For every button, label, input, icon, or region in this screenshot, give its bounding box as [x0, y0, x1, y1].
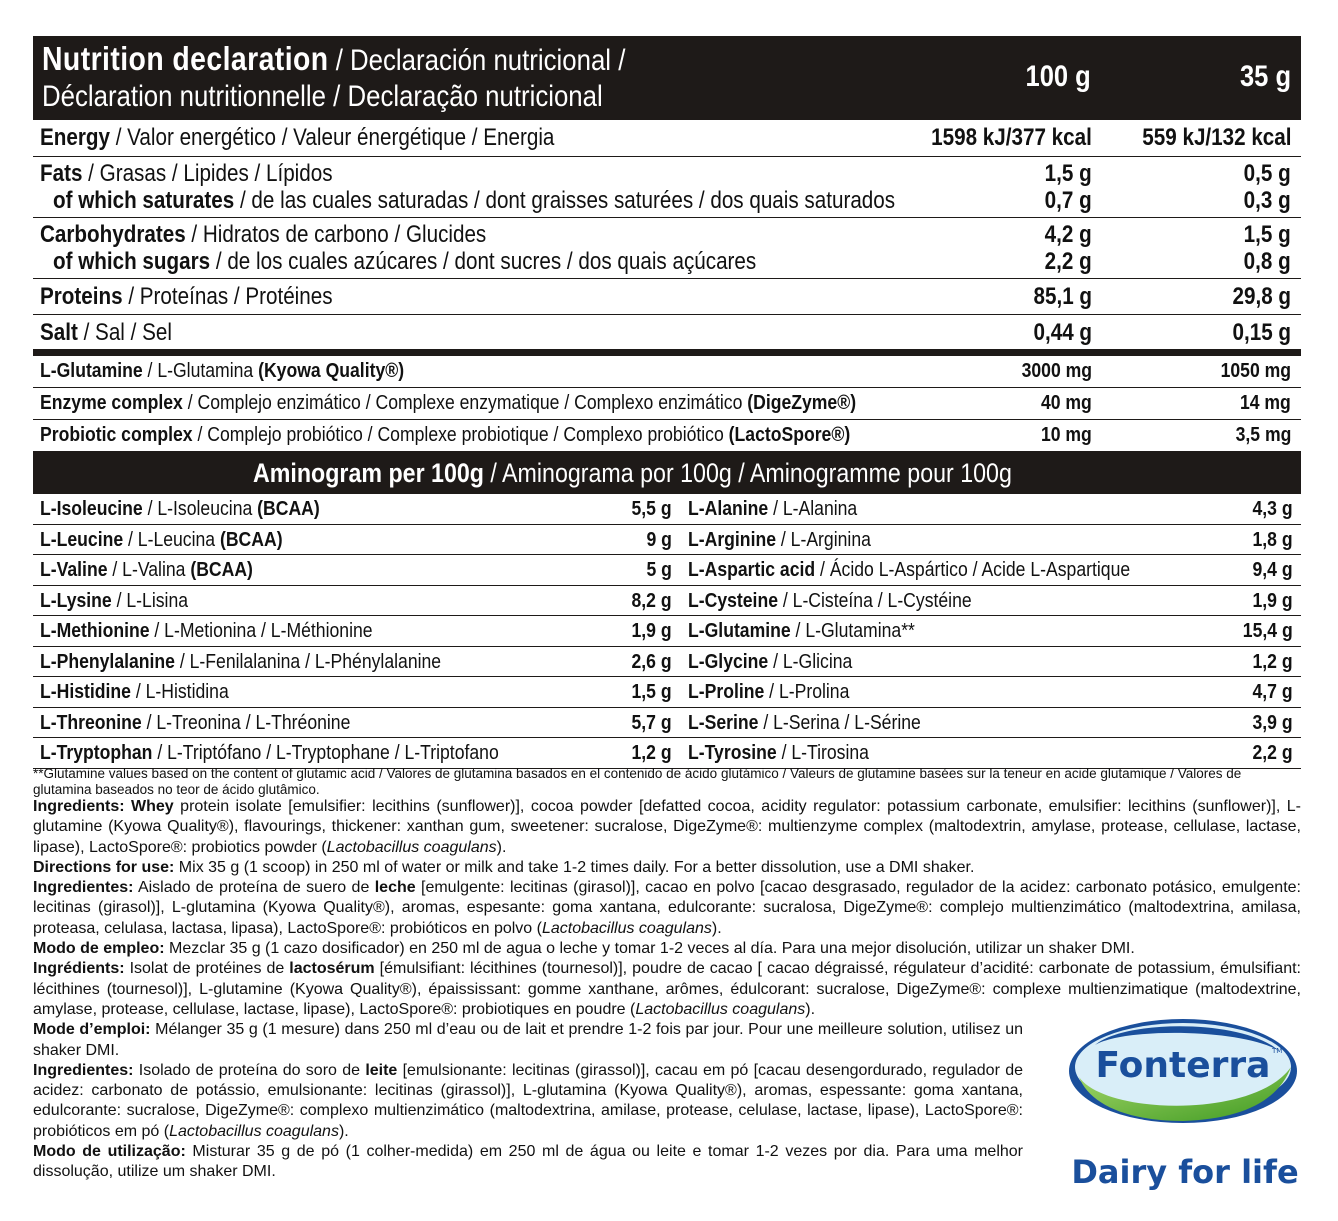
supplement-brand: (DigeZyme®) [747, 392, 857, 414]
aminoacid-translations: / L-Isoleucina [142, 498, 258, 520]
text-paragraph [33, 1061, 1023, 1142]
aminoacid-label [40, 527, 283, 553]
aminoacid-tag: (BCAA) [257, 498, 320, 520]
aminoacid-name: L-Tyrosine [688, 742, 777, 764]
paragraph-heading: Mode d’emploi: [33, 1021, 151, 1039]
paragraph-heading: Directions for use: [33, 858, 175, 876]
nutrient-label [40, 221, 486, 248]
supplement-translations: / L-Glutamina [142, 360, 259, 382]
value-per-100g: 0,44 g [1033, 319, 1092, 346]
paragraph-heading: Ingredients: [33, 798, 125, 815]
paragraph-heading: Modo de empleo: [33, 940, 165, 958]
logo-tm-text: TM [1272, 1047, 1283, 1055]
paragraph-text: Mélanger 35 g (1 mesure) dans 250 ml d’eau ou de lait et prendre 1-2 fois par jour. Pour une meilleure solution, utilisez un shaker DMI. [33, 1021, 1024, 1059]
aminoacid-value: 4,3 g [1252, 498, 1293, 520]
supplement-brand: (LactoSpore®) [728, 424, 851, 446]
latin-name: Lactobacillus coagulans [326, 838, 497, 856]
aminoacid-cell [680, 708, 1301, 739]
value-per-100g: 1,5 g [1044, 160, 1092, 187]
nutrient-label [40, 160, 333, 187]
value-per-35g: 0,15 g [1232, 319, 1291, 346]
nutrition-header [33, 36, 1301, 120]
paragraph-text: ). [338, 1122, 349, 1140]
latin-name: Lactobacillus coagulans [541, 919, 712, 937]
nutrient-translations: / Hidratos de carbono / Glucides [185, 221, 487, 248]
value-per-100g: 85,1 g [1033, 283, 1092, 310]
nutrition-row [33, 279, 1301, 315]
value-per-100g: 1598 kJ/377 kcal [931, 124, 1092, 151]
aminoacid-value: 5 g [646, 559, 672, 581]
nutrition-line [33, 187, 1301, 214]
supplement-label [40, 358, 404, 385]
aminoacid-cell [680, 586, 1301, 617]
text-paragraph [33, 1142, 1023, 1183]
header-col-100g: 100 g [1025, 60, 1091, 93]
paragraph-text: [emulgente: lecitinas (girasol)], cacao en polvo [cacao desgrasado, regulador de la acidez: carbonato potásico, emulgente: lecitinas (girasol)], L-glutamina (Kyowa Quality®), aromas, espesante: goma xantana, edulcorante: sucralosa, DigeZyme®: complejo multienzimático (maltodextrina, amilasa, proteasa, celulasa, lactasa, lipasa), LactoSpore®: probióticos en polvo ( [33, 879, 1301, 937]
latin-name: Lactobacillus coagulans [169, 1122, 339, 1140]
aminoacid-label [688, 649, 852, 675]
nutrient-translations: / de las cuales saturadas / dont graisses saturées / dos quais saturados [234, 187, 896, 214]
aminoacid-value: 1,9 g [1252, 589, 1293, 612]
aminogram-header [33, 452, 1301, 494]
aminoacid-name: L-Cysteine [688, 589, 778, 612]
nutrient-name: of which sugars [53, 248, 211, 275]
aminoacid-translations: / L-Histidina [130, 681, 229, 703]
text-paragraph [33, 939, 1301, 959]
fonterra-emblem-icon [1065, 1015, 1305, 1205]
aminoacid-label [688, 557, 1130, 583]
supplement-name: Probiotic complex [40, 424, 193, 446]
text-paragraph [33, 858, 1301, 878]
supplement-row [33, 388, 1301, 420]
nutrient-translations: / Valor energético / Valeur énergétique / Energia [109, 124, 555, 151]
aminogram-title-rest: / Aminograma por 100g / Aminogramme pour 100g [483, 458, 1012, 488]
value-per-35g: 1050 mg [1220, 360, 1291, 382]
aminoacid-name: L-Valine [40, 559, 108, 581]
value-per-100g: 0,7 g [1044, 187, 1092, 214]
aminogram-grid [33, 494, 1301, 769]
aminoacid-translations: / L-Metionina / L-Méthionine [149, 620, 373, 642]
aminoacid-translations: / L-Triptófano / L-Tryptophane / L-Triptofano [152, 742, 499, 764]
nutrition-line [33, 319, 1301, 346]
aminoacid-label [688, 710, 921, 736]
nutrition-line [33, 221, 1301, 248]
nutrition-line [33, 283, 1301, 310]
aminoacid-cell [680, 525, 1301, 556]
aminoacid-name: L-Threonine [40, 711, 142, 734]
logo-tagline-text: Dairy for life [1071, 1153, 1299, 1191]
aminoacid-name: L-Tryptophan [40, 742, 153, 764]
aminoacid-translations: / L-Tirosina [776, 742, 869, 764]
supplement-rows [33, 356, 1301, 452]
aminoacid-value: 9,4 g [1252, 559, 1293, 581]
aminoacid-translations: / L-Glutamina** [790, 620, 915, 642]
aminoacid-cell [33, 616, 680, 647]
text-paragraph [33, 878, 1301, 939]
aminoacid-translations: / L-Alanina [768, 498, 858, 520]
aminoacid-cell [680, 494, 1301, 525]
aminoacid-label [40, 618, 373, 644]
aminoacid-label [40, 740, 499, 766]
aminoacid-translations: / L-Valina [107, 559, 191, 581]
aminoacid-name: L-Glycine [688, 650, 769, 673]
paragraph-text: Isolado de proteína do soro de [133, 1061, 366, 1079]
nutrition-rows [33, 120, 1301, 350]
aminoacid-value: 15,4 g [1243, 620, 1293, 642]
aminoacid-label [40, 588, 188, 614]
aminoacid-name: L-Leucine [40, 528, 124, 551]
aminoacid-translations: / L-Prolina [764, 681, 850, 703]
aminoacid-name: L-Phenylalanine [40, 650, 175, 673]
aminoacid-value: 5,7 g [631, 711, 672, 734]
paragraph-text: Mezclar 35 g (1 cazo dosificador) en 250 ml de agua o leche y tomar 1-2 veces al día. Para una mejor disolución, utilizar un shaker DMI. [164, 940, 1135, 958]
nutrient-name: Fats [40, 160, 83, 187]
aminoacid-value: 4,7 g [1252, 681, 1293, 703]
nutrition-row [33, 120, 1301, 157]
aminoacid-label [688, 679, 849, 705]
aminoacid-name: L-Proline [688, 681, 765, 703]
aminoacid-cell [33, 708, 680, 739]
aminoacid-translations: / L-Serina / L-Sérine [758, 711, 921, 734]
aminoacid-name: L-Glutamine [688, 620, 791, 642]
text-paragraph [33, 1020, 1023, 1061]
supplement-row [33, 356, 1301, 388]
aminoacid-label [688, 740, 869, 766]
supplement-name: L-Glutamine [40, 360, 143, 382]
aminoacid-cell [680, 616, 1301, 647]
nutrition-row [33, 218, 1301, 279]
supplement-translations: / Complejo enzimático / Complexe enzymatique / Complexo enzimático [182, 392, 748, 414]
aminogram-title-bold: Aminogram per 100g [253, 458, 484, 488]
aminoacid-translations: / L-Glicina [768, 650, 853, 673]
value-per-100g: 40 mg [1041, 392, 1092, 414]
supplement-row [33, 420, 1301, 452]
header-title-rest: / Declaración nutricional / [328, 44, 626, 77]
aminoacid-value: 9 g [646, 528, 672, 551]
aminoacid-value: 1,2 g [631, 742, 672, 764]
aminoacid-value: 8,2 g [631, 589, 672, 612]
aminoacid-cell [33, 525, 680, 556]
aminoacid-tag: (BCAA) [219, 528, 283, 551]
nutrient-name: Salt [40, 319, 78, 346]
nutrient-name: Proteins [40, 283, 123, 310]
nutrient-translations: / Sal / Sel [77, 319, 172, 346]
aminoacid-label [688, 527, 871, 553]
paragraph-text: Isolat de protéines de [124, 960, 290, 978]
text-paragraph [33, 797, 1301, 858]
paragraph-text: Misturar 35 g de pó (1 colher-medida) em 250 ml de água ou leite e tomar 1-2 vezes por dia. Para uma melhor dissolução, utilize um shaker DMI. [33, 1143, 1024, 1181]
value-per-100g: 10 mg [1041, 424, 1092, 446]
aminoacid-cell [33, 555, 680, 586]
nutrient-translations: / de los cuales azúcares / dont sucres / dos quais açúcares [210, 248, 757, 275]
aminoacid-value: 2,2 g [1252, 742, 1293, 764]
supplement-label [40, 422, 850, 449]
allergen-highlight: Whey [131, 798, 174, 815]
aminoacid-name: L-Methionine [40, 620, 150, 642]
value-per-100g: 3000 mg [1021, 360, 1092, 382]
value-per-100g: 4,2 g [1044, 221, 1092, 248]
aminoacid-label [688, 496, 857, 522]
nutrition-label [33, 36, 1301, 769]
paragraph-text: [émulsifiant: lécithines (tournesol)], poudre de cacao [ cacao dégraissé, régulateur d’acidité: carbonate de potassium, émulsifiant: lécithines (tournesol)], L-glutamine (Kyowa Quality®), épaississant: gomme xanthane, arômes, édulcorant: sucralose, DigeZyme®: complexe multienzimatique (maltodextrine, amylase, protease, cellulase, lactase, lipase), LactoSpore®: probiotiques en poudre ( [33, 960, 1301, 1018]
paragraph-heading: Ingrédients: [33, 960, 125, 978]
value-per-35g: 29,8 g [1232, 283, 1291, 310]
nutrient-translations: / Proteínas / Protéines [122, 283, 333, 310]
aminoacid-name: L-Lysine [40, 589, 112, 612]
aminoacid-label [40, 710, 350, 736]
value-per-35g: 3,5 mg [1235, 424, 1291, 446]
latin-name: Lactobacillus coagulans [635, 1000, 806, 1018]
aminoacid-name: L-Serine [688, 711, 759, 734]
aminoacid-value: 5,5 g [631, 498, 672, 520]
aminoacid-cell [680, 647, 1301, 678]
aminoacid-label [688, 618, 915, 644]
paragraph-heading: Ingredientes: [33, 1061, 134, 1079]
header-title-line2: Déclaration nutritionnelle / Declaração nutricional [42, 80, 603, 113]
nutrition-row [33, 315, 1301, 350]
aminoacid-value: 1,9 g [631, 620, 672, 642]
nutrient-name: Carbohydrates [40, 221, 186, 248]
paragraph-text: ). [496, 838, 507, 856]
aminoacid-label [40, 496, 320, 522]
aminoacid-cell [33, 738, 680, 769]
aminoacid-cell [33, 494, 680, 525]
supplement-brand: (Kyowa Quality®) [258, 360, 405, 382]
aminoacid-label [40, 649, 441, 675]
nutrient-label [40, 319, 172, 346]
fonterra-logo [1065, 1015, 1305, 1205]
logo-brand-text: Fonterra [1095, 1045, 1271, 1086]
paragraph-text: ). [711, 919, 722, 937]
aminoacid-name: L-Arginine [688, 528, 776, 551]
value-per-35g: 14 mg [1240, 392, 1291, 414]
allergen-highlight: leite [365, 1061, 398, 1079]
paragraph-text: protein isolate [emulsifier: lecithins (sunflower)], cocoa powder [defatted cocoa, acidity regulator: potassium carbonate, emulsifier: lecithins (sunflower)], L-glutamine (Kyowa Quality®), flavourings, thickener: xanthan gum, sweetener: sucralose, DigeZyme®: multienzyme complex (maltodextrin, amylase, protease, cellulase, lactase, lipase), LactoSpore®: probiotics powder ( [33, 798, 1301, 856]
nutrient-label [40, 124, 554, 151]
aminoacid-value: 3,9 g [1252, 711, 1293, 734]
aminoacid-name: L-Histidine [40, 681, 131, 703]
paragraph-text: Mix 35 g (1 scoop) in 250 ml of water or milk and take 1-2 times daily. For a better dissolution, use a DMI shaker. [174, 858, 975, 876]
aminoacid-tag: (BCAA) [190, 559, 253, 581]
aminoacid-translations: / Ácido L-Aspártico / Acide L-Aspartique [815, 559, 1131, 581]
aminoacid-cell [33, 586, 680, 617]
paragraph-text: [emulsionante: lecitinas (girassol)], cacau em pó [cacau desengordurado, regulador de acidez: carbonato de potássio, emulsionante: lecitinas (girassol)], L-glutamina (Kyowa Quality®), aromas, espessante: goma xantana, edulcorante: sucralose, DigeZyme®: complexo multienzimático (maltodextrina, amilase, protease, celulase, lactase, lipase), LactoSpore®: probióticos em pó ( [33, 1061, 1023, 1140]
aminoacid-value: 1,5 g [631, 681, 672, 703]
paragraph-text: ). [805, 1000, 816, 1018]
paragraph-heading: Ingredientes: [33, 879, 134, 897]
aminoacid-translations: / L-Treonina / L-Thréonine [141, 711, 351, 734]
nutrition-line [33, 124, 1301, 151]
aminoacid-value: 2,6 g [631, 650, 672, 673]
aminoacid-label [688, 588, 972, 614]
value-per-100g: 2,2 g [1044, 248, 1092, 275]
aminoacid-translations: / L-Arginina [776, 528, 871, 551]
value-per-35g: 1,5 g [1243, 221, 1291, 248]
aminoacid-label [40, 557, 253, 583]
aminoacid-label [40, 679, 229, 705]
nutrition-line [33, 160, 1301, 187]
aminoacid-translations: / L-Lisina [111, 589, 189, 612]
aminoacid-name: L-Aspartic acid [688, 559, 816, 581]
nutrient-label [53, 187, 895, 214]
aminoacid-cell [680, 677, 1301, 708]
nutrient-label [40, 283, 333, 310]
aminoacid-cell [680, 738, 1301, 769]
aminoacid-value: 1,2 g [1252, 650, 1293, 673]
nutrient-name: of which saturates [53, 187, 235, 214]
nutrient-translations: / Grasas / Lipides / Lípidos [82, 160, 333, 187]
nutrition-line [33, 248, 1301, 275]
aminoacid-name: L-Alanine [688, 498, 769, 520]
value-per-35g: 0,5 g [1243, 160, 1291, 187]
value-per-35g: 0,3 g [1243, 187, 1291, 214]
allergen-highlight: leche [374, 879, 416, 897]
glutamine-footnote: **Glutamine values based on the content of glutamic acid / Valores de glutamina basados en el contenido de ácido glutámico / Valeurs de glutamine basées sur la teneur en acide glutamique / Valores de glutamina baseados no teor de ácido glutâmico. [33, 766, 1242, 797]
paragraph-text: Aislado de proteína de suero de [133, 879, 375, 897]
aminoacid-cell [33, 647, 680, 678]
aminoacid-translations: / L-Fenilalanina / L-Phénylalanine [174, 650, 442, 673]
aminoacid-cell [680, 555, 1301, 586]
nutrient-label [53, 248, 756, 275]
aminoacid-cell [33, 677, 680, 708]
aminoacid-translations: / L-Leucina [123, 528, 220, 551]
nutrition-row [33, 157, 1301, 218]
header-col-35g: 35 g [1239, 60, 1291, 93]
allergen-highlight: lactosérum [289, 960, 375, 978]
text-paragraph [33, 959, 1301, 1020]
aminoacid-value: 1,8 g [1252, 528, 1293, 551]
header-title-bold: Nutrition declaration [42, 40, 329, 77]
supplement-name: Enzyme complex [40, 392, 183, 414]
supplement-label [40, 390, 856, 417]
aminoacid-translations: / L-Cisteína / L-Cystéine [777, 589, 972, 612]
value-per-35g: 559 kJ/132 kcal [1141, 124, 1291, 151]
paragraph-heading: Modo de utilização: [33, 1143, 186, 1161]
nutrient-name: Energy [40, 124, 110, 151]
aminoacid-name: L-Isoleucine [40, 498, 143, 520]
supplement-translations: / Complejo probiótico / Complexe probiotique / Complexo probiótico [192, 424, 729, 446]
value-per-35g: 0,8 g [1243, 248, 1291, 275]
